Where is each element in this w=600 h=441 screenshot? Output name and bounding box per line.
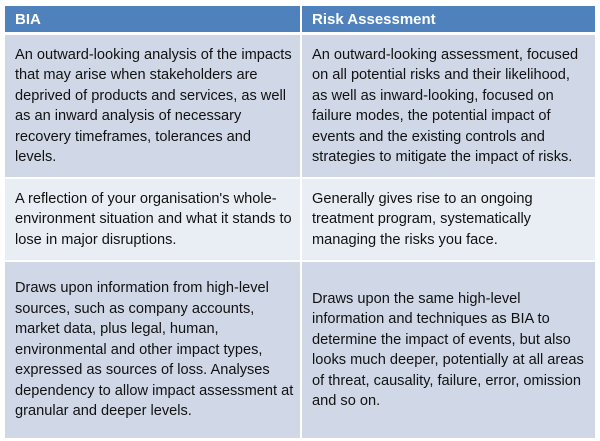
comparison-table xyxy=(5,6,595,438)
bia-cell: An outward-looking analysis of the impacts that may arise when stakeholders are deprived of products and services, as well as an inward analysis of necessary recovery timeframes, tolerances and levels. xyxy=(5,35,302,179)
table-row xyxy=(5,35,595,179)
header-bia: BIA xyxy=(5,6,302,35)
table-row xyxy=(5,262,595,438)
risk-cell: An outward-looking assessment, focused on all potential risks and their likelihood, as well as inward-looking, focused on failure modes, the potential impact of events and the existing controls and strategies to mitigate the impact of risks. xyxy=(302,35,595,179)
risk-cell: Generally gives rise to an ongoing treatment program, systematically managing the risks you face. xyxy=(302,179,595,262)
bia-cell: A reflection of your organisation's whole-environment situation and what it stands to lose in major disruptions. xyxy=(5,179,302,262)
header-row xyxy=(5,6,595,35)
risk-cell: Draws upon the same high-level information and techniques as BIA to determine the impact of events, but also looks much deeper, potentially at all areas of threat, causality, failure, error, omission and so on. xyxy=(302,262,595,438)
header-risk-assessment: Risk Assessment xyxy=(302,6,595,35)
bia-cell: Draws upon information from high-level sources, such as company accounts, market data, plus legal, human, environmental and other impact types, expressed as sources of loss. Analyses dependency to allow impact assessment at granular and deeper levels. xyxy=(5,262,302,438)
table-row xyxy=(5,179,595,262)
